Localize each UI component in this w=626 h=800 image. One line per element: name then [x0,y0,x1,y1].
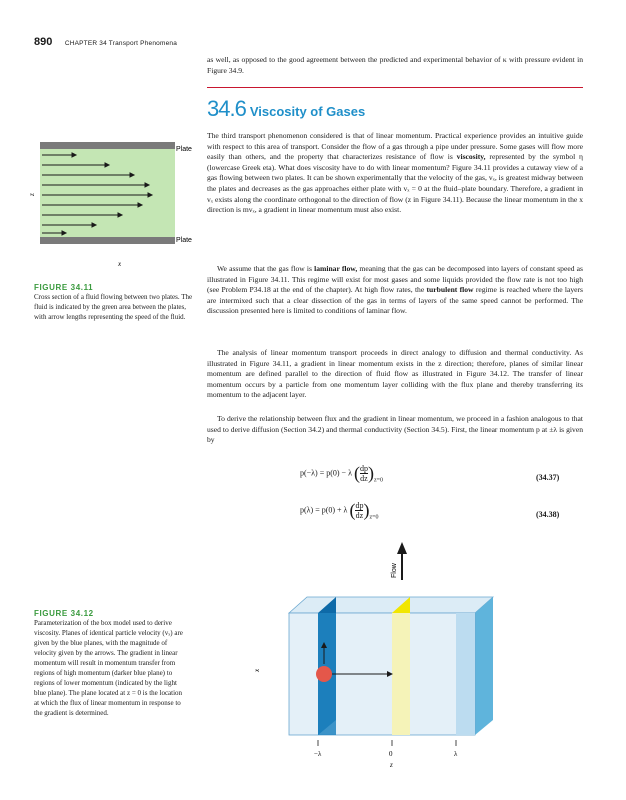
intro-paragraph: as well, as opposed to the good agreement between the predicted and experimental behavior of κ with pressure evident in Figure 34.9. [207,55,583,75]
z-axis-label: z [390,761,393,769]
section-divider [207,87,583,88]
paragraph-text: meaning that the gas can be decomposed into layers of constant speed as illustrated in Figure 34.11. This regime will exist for most gases and some liquids provided the flow rate is not too high (see Problem P34.18 at the end of the chapter). At high flow rates, the [207,264,583,295]
tick-label-lambda: λ [454,750,458,758]
caption-title: FIGURE 34.12 [34,609,94,618]
equation-numerator: dp [359,464,368,473]
paragraph-text: The analysis of linear momentum transport proceeds in direct analogy to diffusion and thermal conductivity. As illustrated in Figure 34.11, a gradient in linear momentum exists in the z direction; therefore, planes of similar linear momentum are defined parallel to the direction of fluid flow as illustrated in Figure 34.12. The transfer of linear momentum occurs by a particle from one momentum layer colliding with the flux plane and thereby transferring its momentum to the adjacent layer. [207,348,583,400]
equation-number-34-37: (34.37) [536,473,560,482]
caption-title: FIGURE 34.11 [34,283,94,292]
paragraph-text: To derive the relationship between flux and the gradient in linear momentum, we proceed in a fashion analogous to that used to derive diffusion (Section 34.2) and thermal conductivity (Section 34.5). First, the linear momentum p at ±λ is given by [207,414,583,445]
equation-denominator: dz [355,511,364,520]
figure-34-11-caption [34,283,194,322]
tick-label-zero: 0 [389,750,393,758]
plate-top-label: Plate [176,146,192,153]
paragraph-2 [207,264,583,317]
page-number: 890 [34,36,53,48]
equation-lhs: p(−λ) = p(0) − λ [300,468,352,478]
flux-plane-z0 [392,613,410,735]
paragraph-3 [207,348,583,401]
equation-number-34-38: (34.38) [536,510,560,519]
top-plate [40,142,175,149]
paragraph-4 [207,414,583,446]
equation-34-38: p(λ) = p(0) + λ ( $\frac{dp}{dz}$ )$_{z=0}$ [300,500,379,521]
bottom-plate [40,237,175,244]
equation-subscript: z=0 [373,477,383,484]
paragraph-text: regime is reached where the layers are intermixed such that a clear dissection of the gas in terms of layers of the same speed cannot be performed. The discussion presented here is limited to conditions of laminar flow. [207,285,583,316]
tick-label-minus-lambda: −λ [314,750,322,758]
x-axis-label: x [253,668,261,672]
plane-plus-lambda [456,613,475,735]
caption-text: Parameterization of the box model used to derive viscosity. Planes of identical particle velocity (vₓ) are given by the blue planes, with the magnitude of velocity given by the arrows. The gradient in linear momentum will result in momentum transfer from regions of high momentum (darker blue plane) to regions of lower momentum (indicated by the light blue plane). The plane located at z = 0 is the location at which the flux of linear momentum in response to the gradient is determined. [34,619,183,717]
flow-arrow-head [397,542,407,554]
paragraph-text: represented by the symbol η (lowercase Greek eta). What does viscosity have to do with linear momentum? Figure 34.11 provides a cutaway view of a gas flowing between two plates. It can be shown experimentally that the velocity of the gas, vₓ, is greatest midway between the plates and decreases as the gas approaches either plate with vₓ = 0 at the fluid–plate boundary. Therefore, a gradient in vₓ exists along the coordinate orthogonal to the direction of flow (z in Figure 34.11). Because the linear momentum in the x direction is mvₓ, a gradient in linear momentum must also exist. [207,152,584,215]
section-heading [207,96,365,122]
equation-denominator: dz [360,474,368,483]
figure-34-12-caption [34,609,184,718]
particle [316,666,332,682]
equation-34-37: p(−λ) = p(0) − λ ( $\frac{dp}{dz}$ )$_{z=0}$ [300,463,383,484]
z-axis-label: z [28,193,36,196]
figure-34-12 [255,540,575,772]
keyword-viscosity: viscosity, [456,152,486,162]
equation-lhs: p(λ) = p(0) + λ [300,505,348,515]
section-number: 34.6 [207,96,246,121]
paragraph-1 [207,131,583,216]
flow-label: Flow [391,563,398,578]
box-top-face [289,597,493,613]
keyword-laminar-flow: laminar flow, [314,264,358,273]
equation-numerator: dp [355,501,364,510]
plate-bottom-label: Plate [176,237,192,244]
x-axis-label: x [118,260,122,268]
paragraph-text: We assume that the gas flow is [217,264,312,273]
equation-subscript: z=0 [369,514,379,521]
box-right-face [475,597,493,735]
section-title: Viscosity of Gases [249,104,366,119]
page-header [34,32,177,50]
running-head: CHAPTER 34 Transport Phenomena [64,40,178,47]
keyword-turbulent-flow: turbulent flow [426,285,474,295]
paragraph-text: The third transport phenomenon considered is that of linear momentum. Practical experience provides an intuitive guide with respect to this area of transport. Consider the flow of a gas through a pipe under pressure. Some gases will flow more easily than others, and the property that characterizes resistance of flow is [207,131,583,162]
caption-text: Cross section of a fluid flowing between two plates. The fluid is indicated by the green area between the plates, with arrow lengths representing the speed of the fluid. [34,293,193,321]
figure-34-11 [30,138,202,270]
